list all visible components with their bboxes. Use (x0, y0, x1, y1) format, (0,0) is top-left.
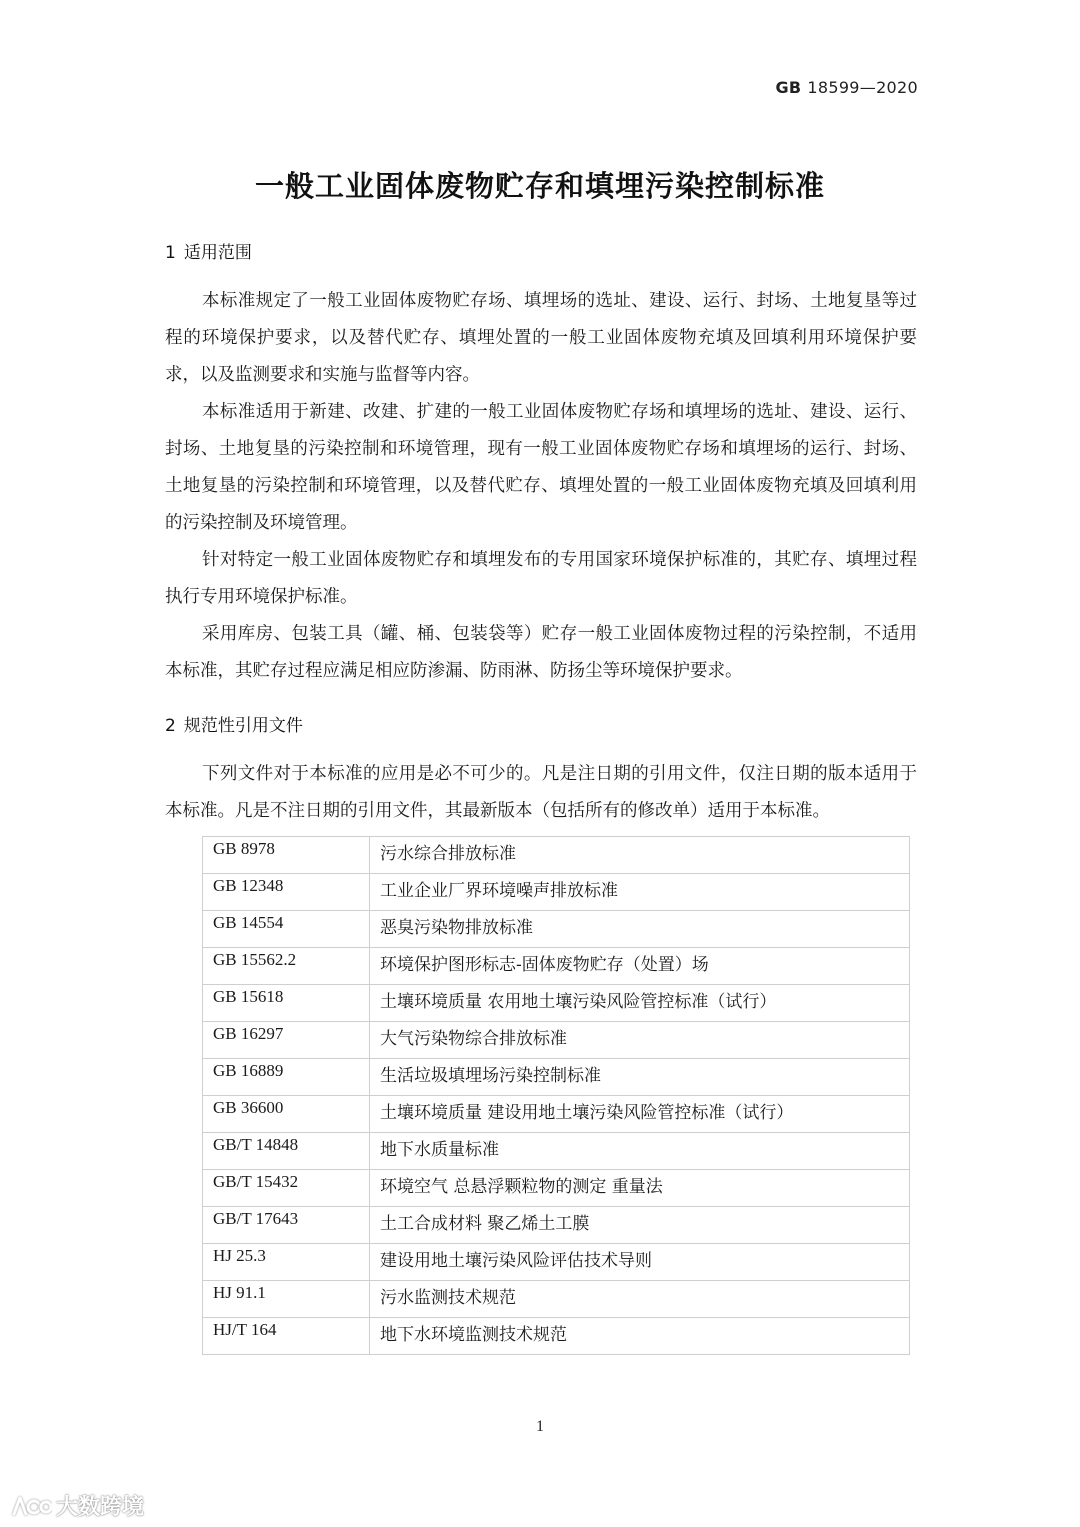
table-row (203, 948, 910, 985)
reference-name: 大气污染物综合排放标准 (370, 1022, 910, 1059)
table-row (203, 1133, 910, 1170)
reference-code: GB/T 14848 (203, 1133, 370, 1170)
section-1-title: 适用范围 (183, 243, 252, 263)
reference-name: 土壤环境质量 农用地土壤污染风险管控标准（试行） (370, 985, 910, 1022)
reference-code: GB/T 17643 (203, 1207, 370, 1244)
table-row (203, 1281, 910, 1318)
document-code (775, 78, 918, 97)
reference-code: GB/T 15432 (203, 1170, 370, 1207)
reference-code: GB 15562.2 (203, 948, 370, 985)
table-row (203, 1318, 910, 1355)
section-2-intro: 下列文件对于本标准的应用是必不可少的。凡是注日期的引用文件，仅注日期的版本适用于本标准。凡是不注日期的引用文件，其最新版本（包括所有的修改单）适用于本标准。 (165, 764, 917, 821)
reference-code: GB 12348 (203, 874, 370, 911)
page-number: 1 (536, 1418, 544, 1435)
reference-name: 污水综合排放标准 (370, 837, 910, 874)
reference-name: 土壤环境质量 建设用地土壤污染风险管控标准（试行） (370, 1096, 910, 1133)
table-row (203, 1170, 910, 1207)
document-code-number: 18599—2020 (807, 78, 918, 97)
table-row (203, 1207, 910, 1244)
table-row (203, 874, 910, 911)
reference-name: 土工合成材料 聚乙烯土工膜 (370, 1207, 910, 1244)
document-code-prefix: GB (775, 78, 802, 97)
table-row (203, 1096, 910, 1133)
section-2-title: 规范性引用文件 (183, 716, 303, 736)
table-row (203, 837, 910, 874)
section-2-number: 2 (165, 716, 176, 736)
section-1-paragraph-3: 针对特定一般工业固体废物贮存和填埋发布的专用国家环境保护标准的，其贮存、填埋过程执行专用环境保护标准。 (165, 550, 917, 607)
watermark-logo-icon (10, 1492, 52, 1520)
reference-name: 工业企业厂界环境噪声排放标准 (370, 874, 910, 911)
page-title: 一般工业固体废物贮存和填埋污染控制标准 (254, 169, 825, 203)
section-2-heading (165, 711, 303, 736)
reference-code: GB 14554 (203, 911, 370, 948)
reference-name: 恶臭污染物排放标准 (370, 911, 910, 948)
section-1-paragraph-1: 本标准规定了一般工业固体废物贮存场、填埋场的选址、建设、运行、封场、土地复垦等过程的环境保护要求，以及替代贮存、填埋处置的一般工业固体废物充填及回填利用环境保护要求，以及监测要求和实施与监督等内容。 (165, 291, 917, 385)
reference-code: GB 8978 (203, 837, 370, 874)
table-row (203, 985, 910, 1022)
reference-name: 环境保护图形标志-固体废物贮存（处置）场 (370, 948, 910, 985)
reference-name: 污水监测技术规范 (370, 1281, 910, 1318)
section-1-heading (165, 238, 252, 263)
table-row (203, 911, 910, 948)
reference-code: GB 15618 (203, 985, 370, 1022)
reference-name: 建设用地土壤污染风险评估技术导则 (370, 1244, 910, 1281)
table-row (203, 1022, 910, 1059)
table-row (203, 1244, 910, 1281)
reference-code: GB 16889 (203, 1059, 370, 1096)
section-1-number: 1 (165, 243, 176, 263)
reference-name: 地下水环境监测技术规范 (370, 1318, 910, 1355)
reference-table (202, 836, 910, 1355)
reference-code: HJ/T 164 (203, 1318, 370, 1355)
reference-code: HJ 91.1 (203, 1281, 370, 1318)
watermark-text: 大数跨境 (56, 1495, 145, 1520)
reference-name: 环境空气 总悬浮颗粒物的测定 重量法 (370, 1170, 910, 1207)
reference-name: 地下水质量标准 (370, 1133, 910, 1170)
reference-name: 生活垃圾填埋场污染控制标准 (370, 1059, 910, 1096)
reference-code: HJ 25.3 (203, 1244, 370, 1281)
table-row (203, 1059, 910, 1096)
reference-code: GB 16297 (203, 1022, 370, 1059)
section-1-paragraph-4: 采用库房、包装工具（罐、桶、包装袋等）贮存一般工业固体废物过程的污染控制，不适用本标准，其贮存过程应满足相应防渗漏、防雨淋、防扬尘等环境保护要求。 (165, 624, 917, 681)
section-1-paragraph-2: 本标准适用于新建、改建、扩建的一般工业固体废物贮存场和填埋场的选址、建设、运行、封场、土地复垦的污染控制和环境管理，现有一般工业固体废物贮存场和填埋场的运行、封场、土地复垦的污染控制和环境管理，以及替代贮存、填埋处置的一般工业固体废物充填及回填利用的污染控制及环境管理。 (165, 402, 917, 533)
reference-code: GB 36600 (203, 1096, 370, 1133)
watermark (10, 1490, 144, 1521)
